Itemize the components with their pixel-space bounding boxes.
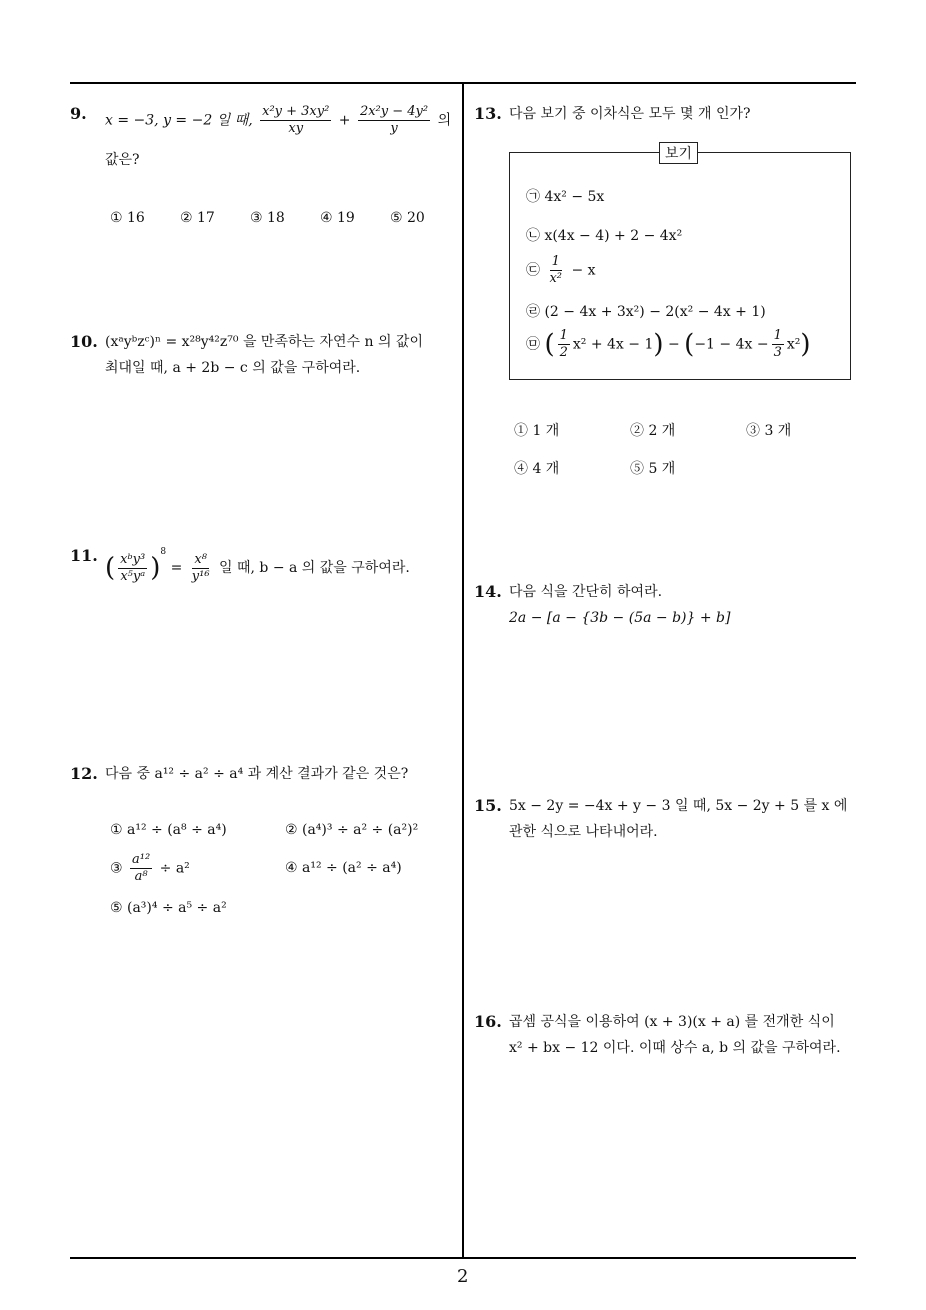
fraction: $\frac{\text{x⁸}}{\text{y¹⁶}}$ [191,551,210,584]
option-1[interactable]: ① 1 개 [514,423,560,439]
question-number: 12. [70,764,98,783]
question-text: 관한 식으로 나타내어라. [509,824,658,840]
question-number: 9. [70,104,87,123]
question-text: 일 때, b − a 의 값을 구하여라. [219,560,410,576]
question-16 [474,1012,854,1062]
question-number: 13. [474,104,502,123]
question-text: 5x − 2y = −4x + y − 3 일 때, 5x − 2y + 5 를 x 에 [509,798,848,814]
question-12 [70,764,460,924]
example-item-2: ㉡ x(4x − 4) + 2 − 4x² [526,228,683,244]
equals-sign: = [170,560,183,576]
fraction: $\frac{\text{2x²y − 4y²}}{y}$ [359,104,429,136]
option-4[interactable]: ④ 4 개 [514,461,560,477]
example-box-title: 보기 [659,142,698,164]
plus-sign: + [338,112,351,129]
option-3[interactable]: ③ $\frac{\text{a¹²}}{\text{a⁸}}$ ÷ a² [110,852,190,884]
option-4[interactable]: ④ a¹² ÷ (a² ÷ a⁴) [285,860,402,876]
fraction: $\frac{\text{xᵇy³}}{\text{x⁵yᵃ}}$ [120,551,146,584]
question-text: 의 [437,112,452,129]
question-14 [474,582,854,632]
option-2[interactable]: ② 17 [180,210,215,226]
option-4[interactable]: ④ 19 [320,210,355,226]
question-text: 다음 보기 중 이차식은 모두 몇 개 인가? [509,106,751,122]
question-text: 다음 중 a¹² ÷ a² ÷ a⁴ 과 계산 결과가 같은 것은? [105,766,409,782]
option-5[interactable]: ⑤ (a³)⁴ ÷ a⁵ ÷ a² [110,900,227,916]
option-2[interactable]: ② 2 개 [630,423,676,439]
question-number: 10. [70,332,98,351]
option-5[interactable]: ⑤ 5 개 [630,461,676,477]
question-text: x² + bx − 12 이다. 이때 상수 a, b 의 값을 구하여라. [509,1040,841,1056]
question-11: 11. ( $\frac{\text{xᵇy³}}{\text{x⁵yᵃ}}$ )$^8$ = $\frac{\text{x⁸}}{\text{y¹⁶}}$ 일 때, b − a 의 값을 구하여라. [70,546,410,584]
bottom-rule [70,1257,856,1259]
question-9 [70,104,460,234]
fraction: $\frac{\text{x²y + 3xy²}}{xy}$ [262,104,330,136]
question-15 [474,796,854,846]
question-text: 값은? [105,152,140,168]
option-1[interactable]: ① 16 [110,210,145,226]
option-3[interactable]: ③ 3 개 [746,423,792,439]
question-text: (xᵃyᵇzᶜ)ⁿ = x²⁸y⁴²z⁷⁰ 을 만족하는 자연수 n 의 값이 [105,334,423,350]
question-text: 곱셈 공식을 이용하여 (x + 3)(x + a) 를 전개한 식이 [509,1014,835,1030]
example-item-1: ㉠ 4x² − 5x [526,189,605,205]
example-item-3: ㉢ $\frac{1}{\text{x²}}$ − x [526,254,596,286]
page-number: 2 [457,1266,469,1287]
question-number: 16. [474,1012,502,1031]
condition-text: x = −3, y = −2 일 때, [105,112,253,129]
option-1[interactable]: ① a¹² ÷ (a⁸ ÷ a⁴) [110,822,227,838]
question-number: 15. [474,796,502,815]
question-number: 11. [70,546,98,565]
option-2[interactable]: ② (a⁴)³ ÷ a² ÷ (a²)² [285,822,419,838]
question-text: 최대일 때, a + 2b − c 의 값을 구하여라. [105,360,361,376]
question-text: 다음 식을 간단히 하여라. [509,584,663,600]
option-5[interactable]: ⑤ 20 [390,210,425,226]
expression: 2a − [a − {3b − (5a − b)} + b] [509,610,731,626]
question-number: 14. [474,582,502,601]
question-10 [70,332,460,382]
example-item-5: ㉤ ( $\frac{1}{2}$ x² + 4x − 1) − (−1 − 4x − $\frac{1}{3}$ x²) [526,328,811,360]
exponent: 8 [160,547,167,557]
column-divider [462,83,464,1258]
option-3[interactable]: ③ 18 [250,210,285,226]
example-item-4: ㉣ (2 − 4x + 3x²) − 2(x² − 4x + 1) [526,304,766,320]
